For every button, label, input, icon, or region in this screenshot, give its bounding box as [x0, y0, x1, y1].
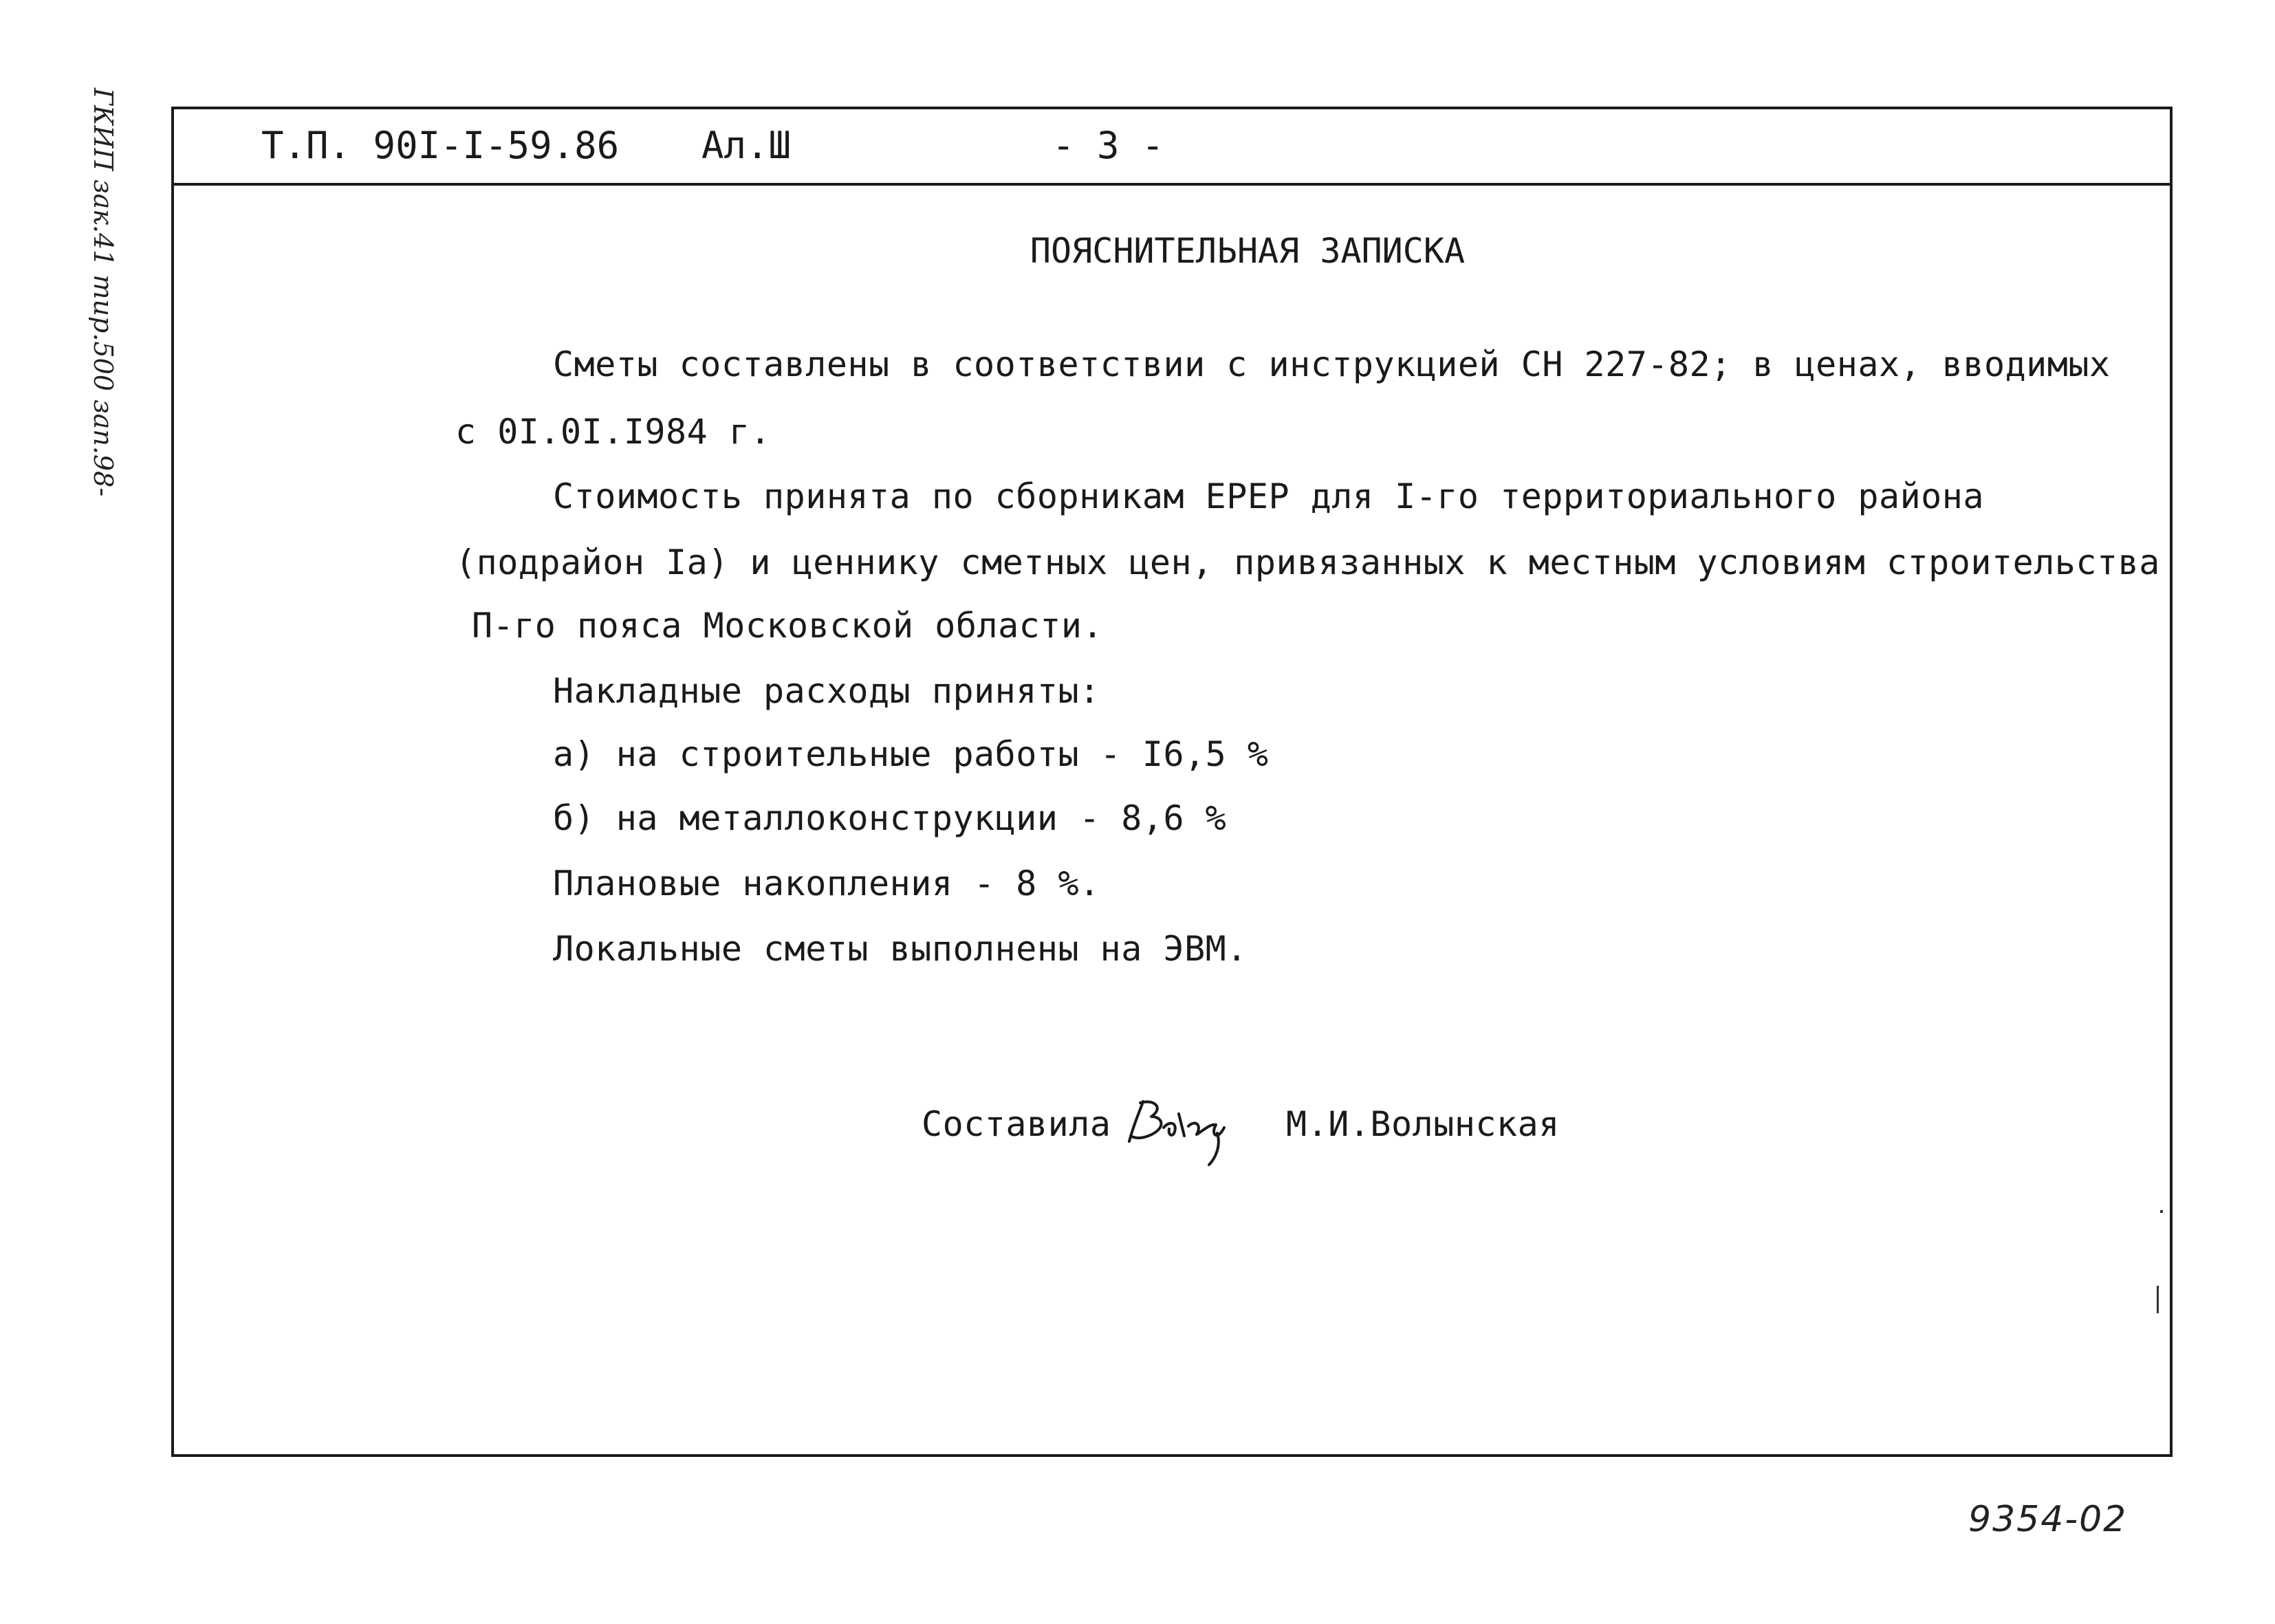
handwritten-signature: [1121, 1093, 1238, 1169]
side-print-stamp: [69, 87, 138, 497]
overhead-item-a: а) на строительные работы - I6,5 %: [553, 734, 1269, 774]
signature-label: Составила: [922, 1104, 1111, 1144]
body-line: П-го пояса Московской области.: [472, 606, 1104, 646]
scan-speck: [2160, 1210, 2163, 1213]
header-divider: [171, 183, 2173, 186]
sheet-label: Ал.Ш: [701, 124, 792, 167]
overhead-item-b: б) на металлоконструкции - 8,6 %: [553, 798, 1227, 838]
body-line: Сметы составлены в соответствии с инструкцией СН 227-82; в ценах, вводимых: [553, 344, 2111, 384]
page-number: - 3 -: [1052, 124, 1164, 167]
document-number: 9354-02: [1968, 1499, 2128, 1540]
body-line: с 0I.0I.I984 г.: [455, 412, 772, 452]
signatory-name: М.И.Волынская: [1286, 1104, 1560, 1144]
page-frame: [171, 107, 2173, 1457]
page-title: ПОЯСНИТЕЛЬНАЯ ЗАПИСКА: [1030, 231, 1466, 271]
planned-savings: Плановые накопления - 8 %.: [553, 864, 1100, 903]
body-line: Стоимость принята по сборникам ЕРЕР для I-го территориального района: [553, 476, 1984, 516]
body-line: (подрайон Iа) и ценнику сметных цен, привязанных к местным условиям строительства: [455, 542, 2160, 582]
side-stamp-text: ГКИП зак.41 тир.500 зап.98-: [88, 87, 118, 497]
overhead-heading: Накладные расходы приняты:: [553, 671, 1100, 711]
local-estimates: Локальные сметы выполнены на ЭВМ.: [553, 929, 1248, 969]
scan-mark: [2157, 1286, 2159, 1313]
document-code: Т.П. 90I-I-59.86: [261, 124, 620, 167]
